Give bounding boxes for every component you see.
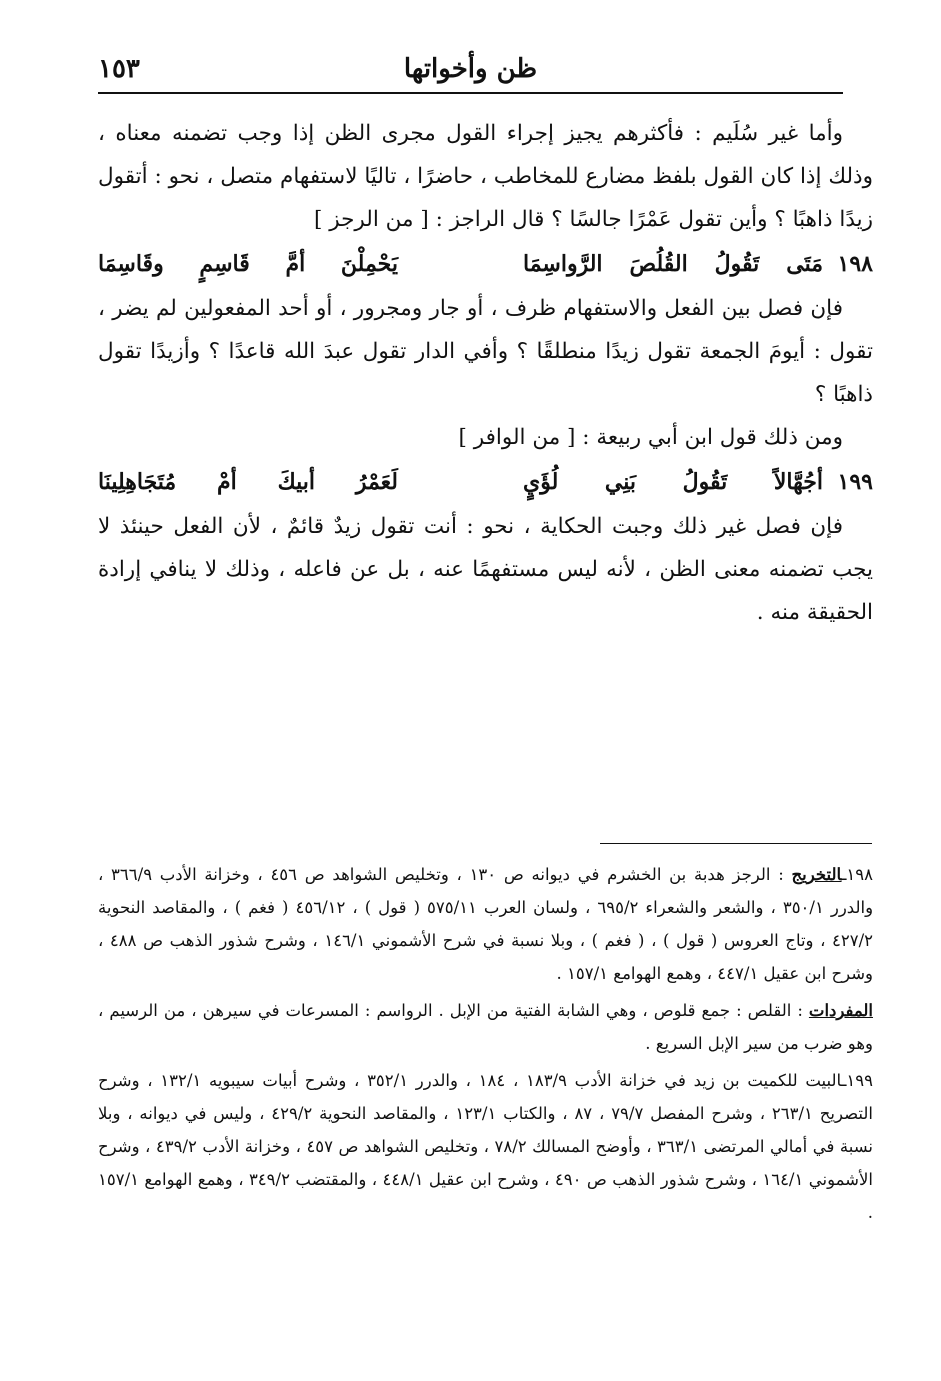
footnote-separator <box>600 843 872 844</box>
main-text <box>98 112 873 634</box>
footnote-text: البيت للكميت بن زيد في خزانة الأدب ١٨٣/٩ ، ١٨٤ ، والدرر ٣٥٢/١ ، وشرح أبيات سيبويه ١٣٢/١ ، وشرح التصريح ٢٦٣/١ ، وشرح المفصل ٧٩/٧ ، ٨٧ ، والكتاب ١٢٣/١ ، والمقاصد النحوية ٤٢٩/٢ ، وليس في ديوانه ، وبلا نسبة في أمالي المرتضى ٣٦٣/١ ، وأوضح المسالك ٧٨/٢ ، وتخليص الشواهد ص ٤٥٧ ، وخزانة الأدب ٤٣٩/٢ ، وشرح الأشموني ١٦٤/١ ، وشرح شذور الذهب ص ٤٩٠ ، وشرح ابن عقيل ٤٤٨/١ ، والمقتضب ٣٤٩/٢ ، وهمع الهوامع ١٥٧/١ . <box>98 1071 873 1222</box>
verse-199 <box>98 459 873 505</box>
footnote-text: : القلص : جمع قلوص ، وهي الشابة الفتية من الإبل . الرواسم : المسرعات في سيرهن ، من الرسيم ، وهو ضرب من سير الإبل السريع . <box>98 1001 873 1053</box>
verse-first-hemistich: مَتَى تَقُولُ القُلُصَ الرَّواسِمَا <box>523 251 823 277</box>
footnote-label: المفردات <box>808 1001 873 1020</box>
footnote-198 <box>98 858 873 990</box>
verse-first-hemistich: أجُهَّالاً تَقُولُ بَنِي لُؤَيٍ <box>523 469 823 495</box>
running-header <box>98 52 843 94</box>
paragraph-4: فإن فصل غير ذلك وجبت الحكاية ، نحو : أنت تقول زيدٌ قائمٌ ، لأن الفعل حينئذ لا يجب تضمنه معنى الظن ، لأنه ليس مستفهمًا عنه ، بل عن فاعله ، وذلك لا ينافي إرادة الحقيقة منه . <box>98 514 873 625</box>
verse-second-hemistich: يَحْمِلْنَ أمَّ قَاسِمٍ وقَاسِمَا <box>98 251 398 277</box>
verse-second-hemistich: لَعَمْرُ أبيكَ أمْ مُتَجَاهِلِينَا <box>98 469 398 495</box>
verse-198 <box>98 241 873 287</box>
footnote-number: ١٩٨ـ <box>841 865 873 884</box>
paragraph-3: ومن ذلك قول ابن أبي ربيعة : [ من الوافر ] <box>458 425 843 450</box>
verse-number: ١٩٩ <box>837 469 873 495</box>
footnote-number: ١٩٩ـ <box>841 1071 873 1090</box>
verse-number: ١٩٨ <box>837 251 873 277</box>
paragraph-1: وأما غير سُلَيم : فأكثرهم يجيز إجراء القول مجرى الظن إذا وجب تضمنه معناه ، وذلك إذا كان القول بلفظ مضارع للمخاطب ، حاضرًا ، تاليًا لاستفهام متصل ، نحو : أتقول زيدًا ذاهبًا ؟ وأين تقول عَمْرًا جالسًا ؟ قال الراجز : [ من الرجز ] <box>98 121 873 232</box>
page-number: ١٥٣ <box>98 54 140 84</box>
footnote-label: التخريج <box>791 865 842 884</box>
footnote-199 <box>98 1064 873 1229</box>
footnote-text: : الرجز هدبة بن الخشرم في ديوانه ص ١٣٠ ، وتخليص الشواهد ص ٤٥٦ ، وخزانة الأدب ٣٦٦/٩ ، والدرر ٣٥٠/١ ، والشعر والشعراء ٦٩٥/٢ ، ولسان العرب ٥٧٥/١١ ( قول ) ، ٤٥٦/١٢ ( فغم ) ، والمقاصد النحوية ٤٢٧/٢ ، وتاج العروس ( قول ) ، ( فغم ) ، وبلا نسبة في شرح الأشموني ١٤٦/١ ، وشرح شذور الذهب ص ٤٨٨ ، وشرح ابن عقيل ٤٤٧/١ ، وهمع الهوامع ١٥٧/١ . <box>98 865 874 983</box>
footnotes <box>98 858 873 1229</box>
chapter-title: ظن وأخواتها <box>403 54 538 84</box>
footnote-mufradat <box>98 994 873 1060</box>
paragraph-2: فإن فصل بين الفعل والاستفهام ظرف ، أو جار ومجرور ، أو أحد المفعولين لم يضر ، تقول : أيومَ الجمعة تقول زيدًا منطلقًا ؟ وأفي الدار تقول عبدَ الله قاعدًا ؟ وأزيدًا تقول ذاهبًا ؟ <box>98 296 873 407</box>
